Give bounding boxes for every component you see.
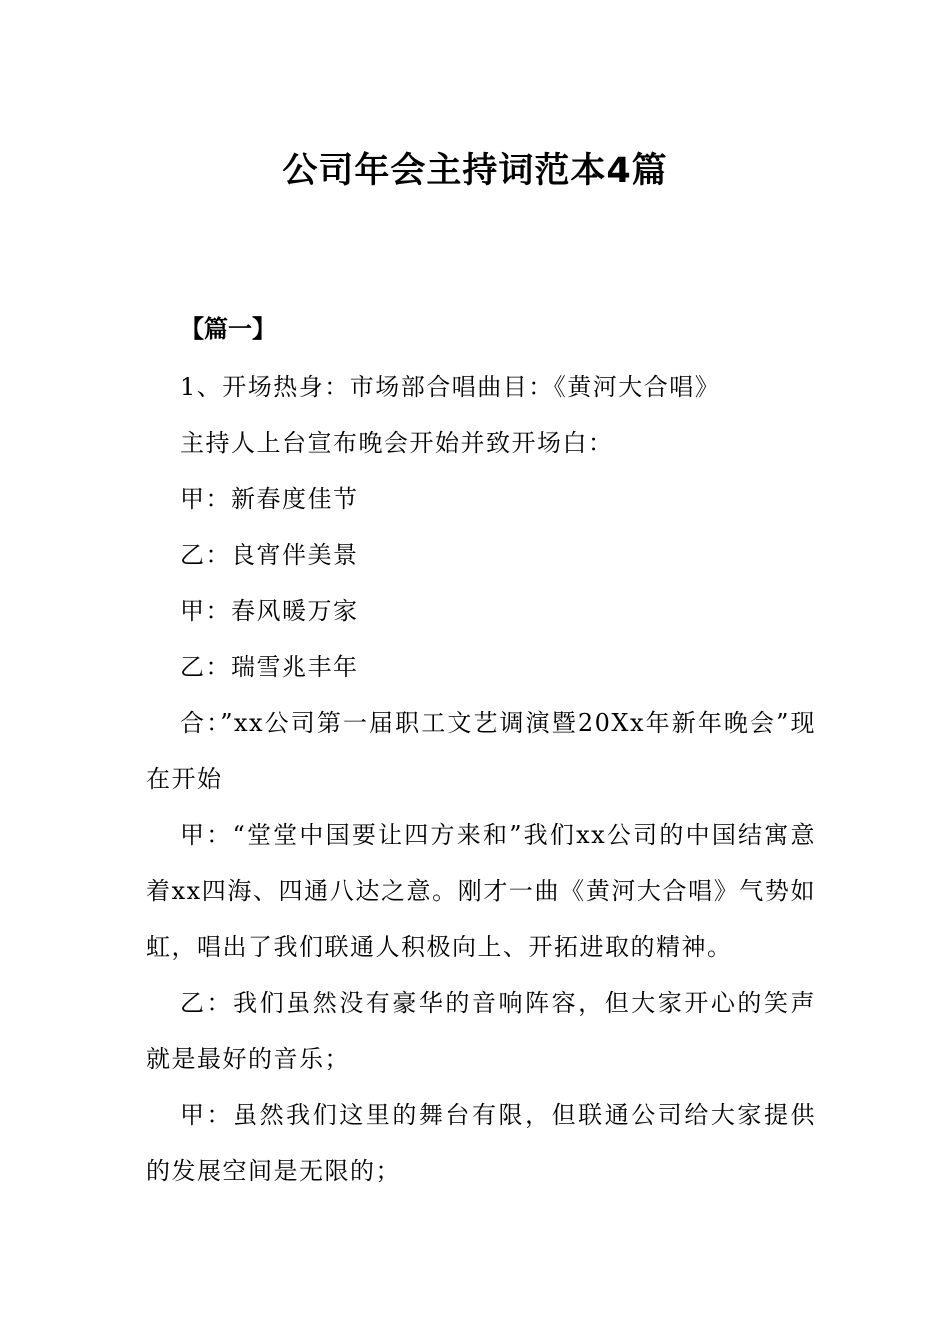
paragraph: 甲：“堂堂中国要让四方来和”我们xx公司的中国结寓意着xx四海、四通八达之意。刚才一曲《黄河大合唱》气势如虹，唱出了我们联通人积极向上、开拓进取的精神。 bbox=[146, 821, 816, 961]
paragraph: 甲：虽然我们这里的舞台有限，但联通公司给大家提供的发展空间是无限的； bbox=[146, 1101, 816, 1185]
paragraph: 甲：新春度佳节 bbox=[180, 485, 359, 513]
paragraph: 1、开场热身：市场部合唱曲目：《黄河大合唱》 bbox=[180, 373, 721, 401]
paragraph: 乙：我们虽然没有豪华的音响阵容，但大家开心的笑声就是最好的音乐； bbox=[146, 989, 816, 1073]
document-title: 公司年会主持词范本4篇 bbox=[282, 151, 668, 191]
paragraph: 乙：良宵伴美景 bbox=[180, 541, 359, 569]
paragraph: 甲：春风暖万家 bbox=[180, 597, 359, 625]
body-text bbox=[146, 359, 816, 1199]
paragraph: 乙：瑞雪兆丰年 bbox=[180, 653, 359, 681]
section-heading: 【篇一】 bbox=[180, 315, 276, 343]
paragraph: 主持人上台宣布晚会开始并致开场白： bbox=[180, 429, 614, 457]
paragraph: 合：”xx公司第一届职工文艺调演暨20Xx年新年晚会”现在开始 bbox=[146, 709, 816, 793]
